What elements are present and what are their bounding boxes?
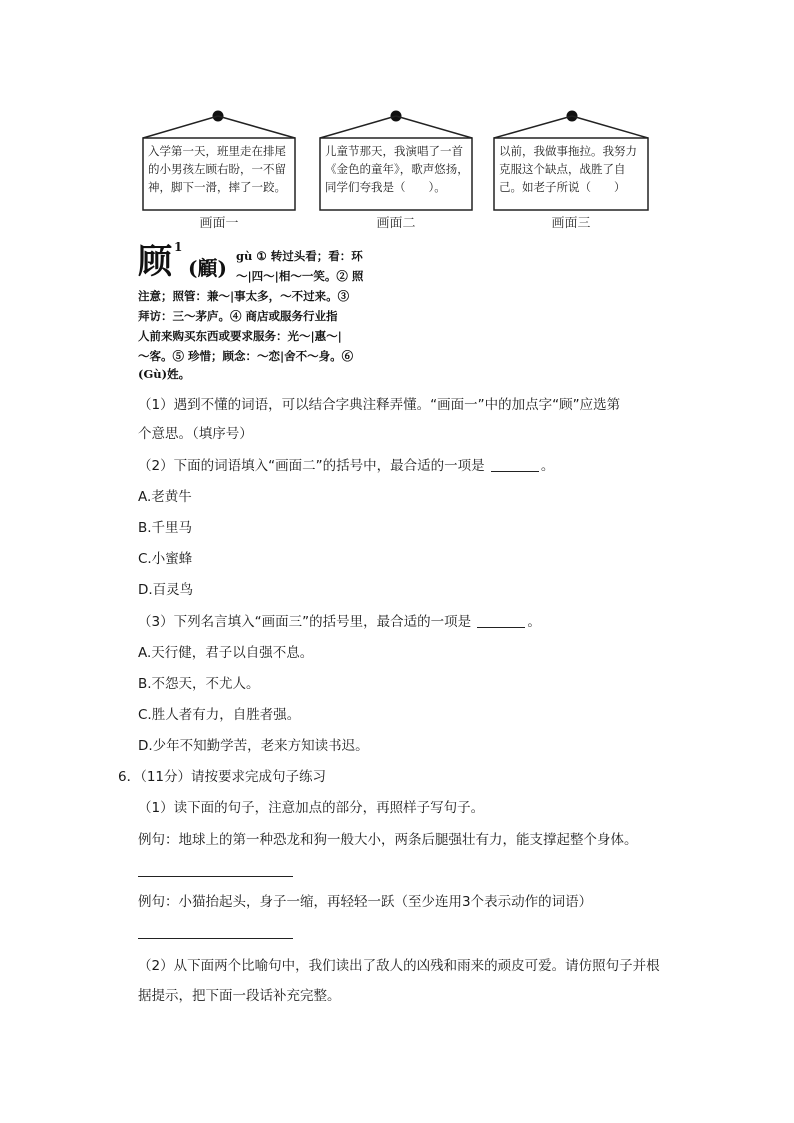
q3-stem — [138, 612, 541, 632]
q3-option-a: A.天行健，君子以自强不息。 — [138, 645, 314, 661]
q6-sub2-line2: 据提示，把下面一段话补充完整。 — [138, 988, 341, 1004]
traditional-form: (顧) — [188, 256, 227, 280]
q3-stem-end: 。 — [527, 614, 541, 630]
picture-panel-1 — [141, 108, 319, 230]
sign-text: 入学第一天，班里走在排尾的小男孩左顾右盼，一不留神，脚下一滑，摔了一跤。 — [148, 144, 286, 194]
picture-panel-3 — [492, 108, 670, 230]
panel-caption: 画面三 — [551, 216, 591, 231]
q2-stem-end: 。 — [540, 458, 555, 474]
answer-line-1[interactable] — [138, 876, 293, 877]
dictionary-line: ～|四～|相～一笑。② 照 — [236, 269, 364, 283]
answer-line-2[interactable] — [138, 938, 293, 939]
q1-stem-line2: 个意思。（填序号） — [138, 426, 253, 442]
panel-caption: 画面二 — [376, 216, 416, 231]
q2-option-b: B.千里马 — [138, 520, 193, 536]
q2-option-a: A.老黄牛 — [138, 489, 192, 505]
dictionary-line: 注意；照管：兼～|事太多，～不过来。③ — [138, 289, 350, 303]
dictionary-line: gù ① 转过头看；看：环 — [236, 249, 363, 263]
dictionary-entry — [138, 240, 402, 381]
q1-stem-line1: （1）遇到不懂的词语，可以结合字典注释弄懂。“画面一”中的加点字“顾”应选第 — [138, 397, 621, 413]
headword-superscript: 1 — [174, 240, 183, 254]
dictionary-headword: 顾 — [138, 242, 172, 282]
sign-text: 儿童节那天，我演唱了一首《金色的童年》，歌声悠扬，同学们夸我是（ ）。 — [325, 144, 469, 194]
q6-example1: 例句：地球上的第一种恐龙和狗一般大小，两条后腿强壮有力，能支撑起整个身体。 — [138, 832, 638, 848]
q2-answer-blank[interactable] — [491, 457, 539, 472]
dictionary-line: (Gù)姓。 — [138, 367, 191, 381]
dictionary-line: 拜访：三～茅庐。④ 商店或服务行业指 — [138, 309, 338, 323]
q3-option-b: B.不怨天，不尤人。 — [138, 676, 260, 692]
q3-answer-blank[interactable] — [477, 613, 525, 628]
q6-example2: 例句：小猫抬起头，身子一缩，再轻轻一跃（至少连用3个表示动作的词语） — [138, 894, 593, 910]
dictionary-line: ～客。⑤ 珍惜；顾念：～恋|舍不～身。⑥ — [138, 349, 354, 363]
q6-title: 6．（11分）请按要求完成句子练习 — [118, 769, 327, 785]
sign-text: 以前，我做事拖拉。我努力克服这个缺点，战胜了自己。如老子所说（ ） — [499, 144, 637, 194]
q2-stem-text: （2）下面的词语填入“画面二”的括号中，最合适的一项是 — [138, 458, 485, 474]
q2-option-c: C.小蜜蜂 — [138, 551, 193, 567]
q3-stem-text: （3）下列名言填入“画面三”的括号里，最合适的一项是 — [138, 614, 472, 630]
dictionary-line: 人前来购买东西或要求服务：光～|惠～| — [138, 329, 342, 343]
q2-option-d: D.百灵鸟 — [138, 582, 194, 598]
q3-option-d: D.少年不知勤学苦，老来方知读书迟。 — [138, 738, 369, 754]
panel-caption: 画面一 — [199, 216, 239, 231]
picture-panel-2 — [318, 108, 496, 230]
q3-option-c: C.胜人者有力，自胜者强。 — [138, 707, 301, 723]
q6-sub1: （1）读下面的句子，注意加点的部分，再照样子写句子。 — [138, 800, 485, 816]
q6-sub2-line1: （2）从下面两个比喻句中，我们读出了敌人的凶残和雨来的顽皮可爱。请仿照句子并根 — [138, 958, 660, 974]
q2-stem — [138, 456, 554, 476]
